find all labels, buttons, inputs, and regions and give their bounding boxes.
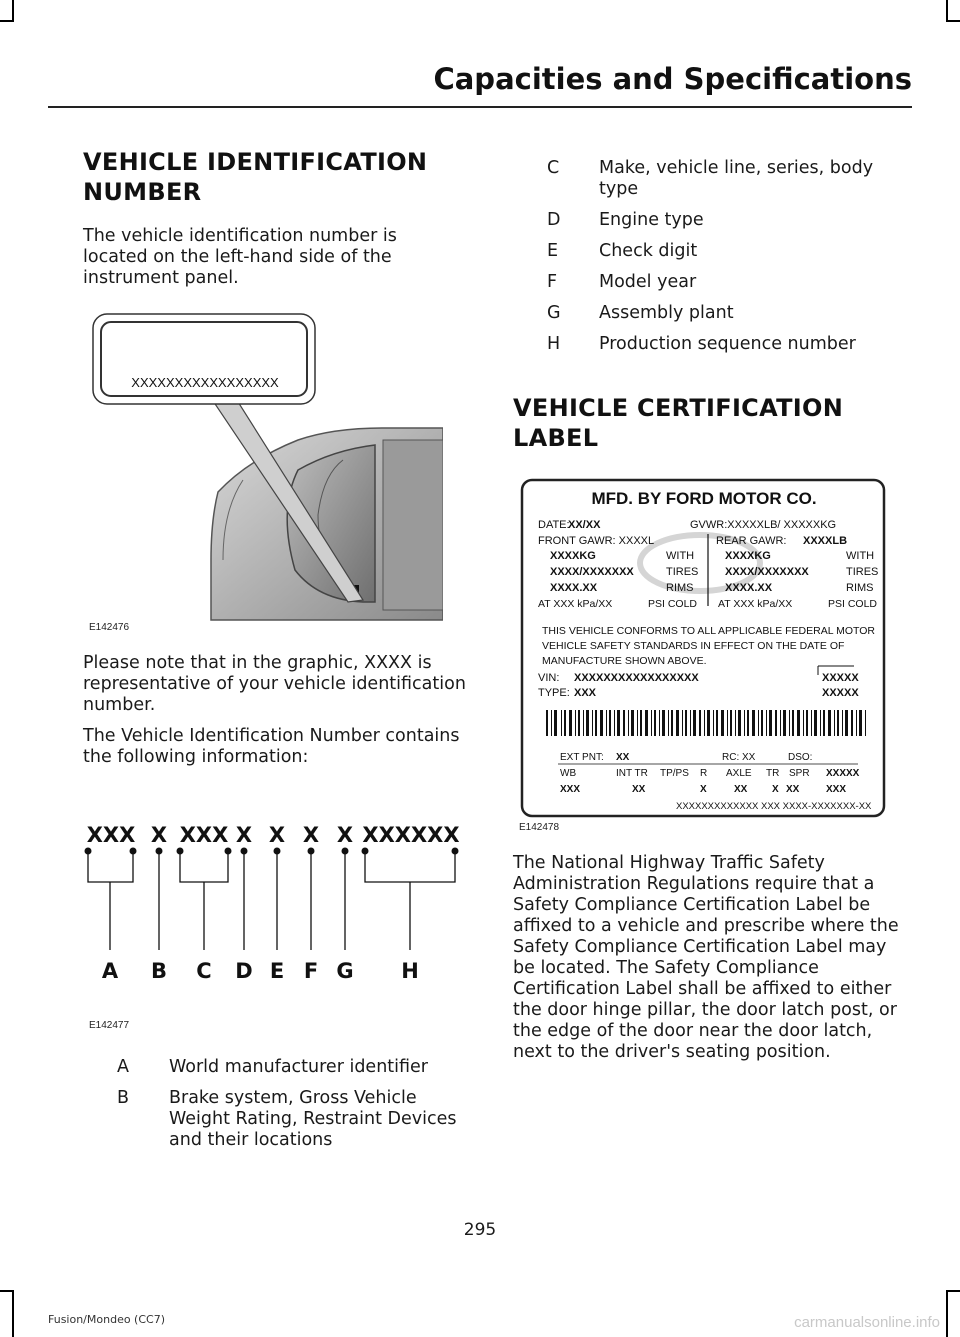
cert-heading — [513, 393, 843, 453]
crop-mark — [0, 20, 14, 22]
vin-letter-a: A — [101, 959, 119, 983]
cert-wb-val: XXX — [560, 784, 581, 795]
vin-heading-line1: VEHICLE IDENTIFICATION — [83, 148, 428, 176]
crop-mark — [946, 1290, 960, 1292]
legend-item — [513, 303, 908, 324]
cert-rims-left: RIMS — [666, 582, 694, 594]
cert-title: MFD. BY FORD MOTOR CO. — [591, 489, 817, 508]
cert-tires-right: TIRES — [846, 566, 879, 578]
legend-text: Production sequence number — [599, 334, 856, 354]
legend-text: Make, vehicle line, series, body type — [599, 158, 874, 199]
vin-letter-c: C — [196, 959, 212, 983]
legend-key: H — [547, 334, 561, 354]
cert-box-2: XXXXX — [822, 687, 859, 699]
vin-group-7: X — [336, 823, 354, 847]
figure-code: E142478 — [519, 822, 560, 833]
cert-rc: RC: XX — [722, 752, 756, 763]
cert-psi-right: PSI COLD — [828, 598, 878, 610]
cert-with-right: WITH — [846, 550, 875, 562]
legend-item — [83, 1057, 478, 1078]
cert-last-top: XXXXX — [826, 768, 860, 779]
vin-group-6: X — [302, 823, 320, 847]
cert-vin-value: XXXXXXXXXXXXXXXXX — [574, 672, 699, 684]
vin-group-3: XXX — [179, 823, 229, 847]
vin-group-8: XXXXXX — [362, 823, 460, 847]
legend-text: Engine type — [599, 210, 704, 230]
vin-letter-f: F — [303, 959, 319, 983]
cert-tr-val: X — [772, 784, 779, 795]
cert-rear-gawr: REAR GAWR: — [716, 535, 787, 547]
cert-rims-right: RIMS — [846, 582, 874, 594]
legend-item — [83, 1088, 478, 1151]
legend-key: G — [547, 303, 561, 323]
crop-mark — [946, 0, 948, 22]
vin-group-1: XXX — [86, 823, 136, 847]
cert-rear-gawr-value: XXXXLB — [803, 535, 848, 547]
cert-vin-label: VIN: — [538, 672, 560, 684]
certification-label-illustration — [520, 478, 888, 820]
cert-at-right: AT XXX kPa/XX — [718, 598, 793, 610]
crop-mark — [946, 1290, 948, 1337]
header-divider — [48, 106, 912, 108]
page-number: 295 — [463, 1220, 497, 1240]
cert-ext-val: XX — [616, 752, 630, 763]
cert-front-gawr: FRONT GAWR: XXXXL — [538, 535, 655, 547]
legend-text: Brake system, Gross Vehicle Weight Rating, Restraint Devices and their locations — [169, 1088, 457, 1150]
cert-tr: TR — [766, 768, 780, 779]
legend-item — [513, 210, 908, 231]
vin-group-4: X — [235, 823, 253, 847]
figure-code: E142476 — [89, 622, 130, 633]
legend-text: Model year — [599, 272, 697, 292]
cert-int-tr: INT TR — [616, 768, 648, 779]
section-title: Capacities and Specifications — [433, 62, 912, 96]
vin-location-illustration — [83, 310, 443, 640]
vin-placeholder-text: XXXXXXXXXXXXXXXXX — [131, 375, 279, 390]
cert-bottom-line: XXXXXXXXXXXXX XXX XXXX-XXXXXXX-XX — [676, 801, 872, 812]
cert-left-mid: XXXX/XXXXXXX — [550, 566, 634, 578]
legend-key: C — [547, 158, 560, 178]
vin-intro: The vehicle identification number is located on the left-hand side of the instrument panel. — [83, 226, 397, 288]
legend-item — [513, 241, 908, 262]
cert-type-label: TYPE: — [538, 687, 570, 699]
legend-text: World manufacturer identifier — [169, 1057, 428, 1077]
cert-conform-3: MANUFACTURE SHOWN ABOVE. — [542, 655, 707, 667]
crop-mark — [0, 1290, 14, 1292]
cert-heading-line2: LABEL — [513, 424, 599, 452]
vin-letter-e: E — [269, 959, 285, 983]
cert-left-kg: XXXXKG — [550, 550, 596, 562]
cert-right-xx: XXXX.XX — [725, 582, 773, 594]
cert-heading-line1: VEHICLE CERTIFICATION — [513, 394, 844, 422]
vin-structure-diagram — [83, 820, 463, 1020]
vin-letter-d: D — [235, 959, 253, 983]
vin-heading-line2: NUMBER — [83, 178, 202, 206]
vin-note: Please note that in the graphic, XXXX is representative of your vehicle identification number. — [83, 653, 466, 715]
legend-key: B — [117, 1088, 130, 1108]
crop-mark — [12, 1290, 14, 1337]
cert-r-val: X — [700, 784, 707, 795]
cert-psi-left: PSI COLD — [648, 598, 698, 610]
legend-key: E — [547, 241, 559, 261]
vin-heading — [83, 147, 427, 207]
model-footer: Fusion/Mondeo (CC7) — [48, 1313, 166, 1326]
cert-box-1: XXXXX — [822, 672, 859, 684]
cert-right-kg: XXXXKG — [725, 550, 771, 562]
cert-tires-left: TIRES — [666, 566, 699, 578]
vin-legend-list-a — [83, 1057, 478, 1161]
legend-item — [513, 272, 908, 293]
cert-ext-pnt: EXT PNT: — [560, 752, 604, 763]
cert-left-xx: XXXX.XX — [550, 582, 598, 594]
cert-r: R — [700, 768, 708, 779]
vin-letter-h: H — [401, 959, 419, 983]
legend-item — [513, 158, 908, 200]
cert-conform-2: VEHICLE SAFETY STANDARDS IN EFFECT ON THE DATE OF — [542, 640, 845, 652]
cert-type-value: XXX — [574, 687, 597, 699]
cert-axle-val: XX — [734, 784, 748, 795]
cert-int-val: XX — [632, 784, 646, 795]
legend-text: Check digit — [599, 241, 698, 261]
watermark: carmanualsonline.info — [794, 1314, 940, 1331]
legend-text: Assembly plant — [599, 303, 734, 323]
cert-right-mid: XXXX/XXXXXXX — [725, 566, 809, 578]
cert-with-left: WITH — [666, 550, 695, 562]
figure-code: E142477 — [89, 1020, 130, 1031]
cert-gvwr: GVWR:XXXXXLB/ XXXXXKG — [690, 519, 837, 531]
cert-axle: AXLE — [726, 768, 752, 779]
cert-last-bot: XXX — [826, 784, 847, 795]
cert-date-label: DATE: — [538, 519, 570, 531]
cert-date-value: XX/XX — [568, 519, 601, 531]
cert-wb: WB — [560, 768, 577, 779]
legend-item — [513, 334, 908, 355]
legend-key: F — [547, 272, 558, 292]
vin-letter-b: B — [150, 959, 168, 983]
vin-group-2: X — [150, 823, 168, 847]
vin-group-5: X — [268, 823, 286, 847]
cert-spr-val: XX — [786, 784, 800, 795]
cert-conform-1: THIS VEHICLE CONFORMS TO ALL APPLICABLE FEDERAL MOTOR — [542, 625, 875, 637]
vin-legend-list-b — [513, 158, 908, 365]
vin-letter-g: G — [336, 959, 354, 983]
cert-spr: SPR — [789, 768, 810, 779]
cert-body: The National Highway Traffic Safety Administration Regulations require that a Safety Compliance Certification Label be affixed to a vehicle and prescribe where the Safety Compliance Certification Label may be located. The Safety Compliance Certification Label shall be affixed to either the door hinge pillar, the door latch post, or the edge of the door near the door latch, next to the driver's seating position. — [513, 853, 899, 1062]
legend-key: A — [117, 1057, 129, 1077]
vin-contains: The Vehicle Identification Number contains the following information: — [83, 726, 460, 767]
cert-tp-ps: TP/PS — [660, 768, 689, 779]
cert-dso: DSO: — [788, 752, 813, 763]
crop-mark — [946, 20, 960, 22]
legend-key: D — [547, 210, 561, 230]
crop-mark — [12, 0, 14, 22]
cert-at-left: AT XXX kPa/XX — [538, 598, 613, 610]
